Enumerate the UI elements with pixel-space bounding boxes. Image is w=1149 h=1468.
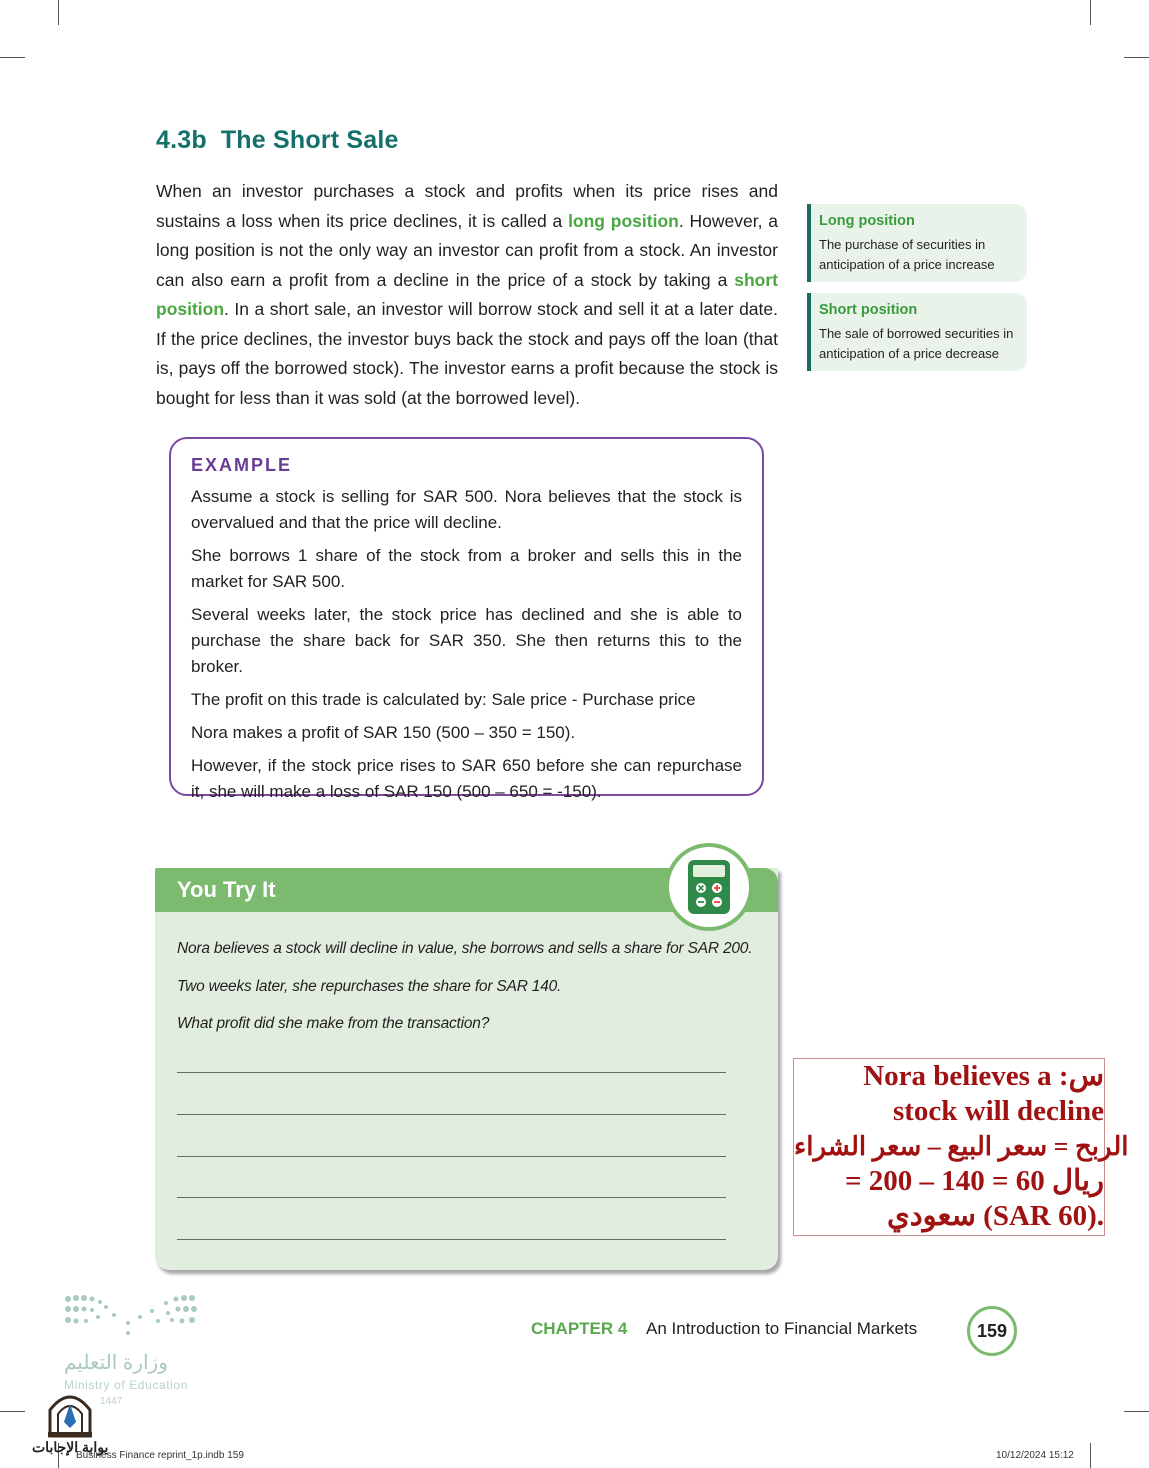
- answer-line-text: سعودي (SAR 60).: [887, 1200, 1104, 1232]
- glossary-long-position: [807, 204, 1027, 282]
- example-box: [169, 437, 764, 801]
- answer-line-text: stock will decline: [892, 1095, 1104, 1127]
- example-paragraph: She borrows 1 share of the stock from a broker and sells this in the market for SAR 500.: [191, 546, 742, 591]
- answer-line-text: Nora believes a :س: [863, 1060, 1104, 1092]
- section-title-text: The Short Sale: [220, 126, 399, 154]
- answer-line-text: الربح = سعر البيع – سعر الشراء: [794, 1132, 1129, 1161]
- term-long-position: long position: [568, 210, 679, 231]
- try-it-heading: You Try It: [177, 877, 276, 902]
- section-title: [156, 126, 399, 155]
- ministry-name-arabic: وزارة التعليم: [64, 1352, 168, 1374]
- crop-mark: [1124, 1411, 1149, 1412]
- term-short-position: short position: [156, 269, 778, 319]
- site-name: بوابة الإجابات: [32, 1439, 109, 1455]
- glossary-definition: The purchase of securities in anticipation of a price increase: [819, 237, 995, 272]
- try-it-box: [155, 868, 778, 1270]
- crop-mark: [0, 57, 25, 58]
- page-number: 159: [967, 1306, 1017, 1356]
- intro-text: . However, a long position is not the only way an investor can profit from a stock. An investor can also earn a profit from a decline in the price of a stock by taking a: [156, 210, 778, 290]
- try-it-question: What profit did she make from the transaction?: [177, 1015, 490, 1032]
- intro-paragraph: [156, 177, 778, 413]
- site-logo-icon: [46, 1388, 94, 1438]
- example-heading: EXAMPLE: [191, 455, 293, 475]
- print-slug-file: Business Finance reprint_1p.indb 159: [76, 1450, 244, 1461]
- ministry-year: 1447: [100, 1396, 123, 1407]
- answer-line[interactable]: [177, 1197, 726, 1198]
- ministry-name-english: Ministry of Education: [64, 1378, 188, 1392]
- print-slug-date: 10/12/2024 15:12: [996, 1450, 1074, 1461]
- answer-line-text: = 200 – 140 = 60 ريال: [844, 1165, 1104, 1197]
- crop-mark: [1090, 1443, 1091, 1468]
- intro-text: . In a short sale, an investor will borrow stock and sell it at a later date. If the price declines, the investor buys back the stock and pays off the loan (that is, pays off the borrowed stock). The investor earns a profit because the stock is bought for less than it was sold (at the borrowed level).: [156, 299, 778, 408]
- calculator-icon: [665, 843, 753, 931]
- answer-box: [793, 1058, 1129, 1236]
- intro-text: When an investor purchases a stock and profits when its price rises and sustains a loss when its price declines, it is called a: [156, 181, 778, 231]
- example-paragraph: However, if the stock price rises to SAR 650 before she can repurchase it, she will make a loss of SAR 150 (500 – 650 = -150).: [191, 756, 742, 801]
- glossary-definition: The sale of borrowed securities in anticipation of a price decrease: [819, 326, 1014, 361]
- chapter-title: An Introduction to Financial Markets: [646, 1319, 918, 1338]
- crop-mark: [0, 1411, 25, 1412]
- example-paragraph: The profit on this trade is calculated by: Sale price - Purchase price: [191, 690, 696, 709]
- glossary-short-position: [807, 293, 1027, 371]
- crop-mark: [1124, 57, 1149, 58]
- glossary-term: Short position: [819, 302, 918, 318]
- answer-line[interactable]: [177, 1156, 726, 1157]
- answer-line[interactable]: [177, 1114, 726, 1115]
- answer-line[interactable]: [177, 1072, 726, 1073]
- example-paragraph: Assume a stock is selling for SAR 500. Nora believes that the stock is overvalued and that the price will decline.: [191, 487, 742, 532]
- try-it-question: Two weeks later, she repurchases the share for SAR 140.: [177, 978, 562, 995]
- crop-mark: [58, 0, 59, 25]
- example-paragraph: Nora makes a profit of SAR 150 (500 – 350 = 150).: [191, 723, 576, 742]
- crop-mark: [1090, 0, 1091, 25]
- section-number: 4.3b: [156, 126, 207, 154]
- chapter-label: CHAPTER 4: [531, 1319, 628, 1338]
- ministry-logo-dots: [62, 1293, 202, 1337]
- example-paragraph: Several weeks later, the stock price has declined and she is able to purchase the share back for SAR 350. She then returns this to the broker.: [191, 605, 742, 676]
- try-it-question: Nora believes a stock will decline in value, she borrows and sells a share for SAR 200.: [177, 940, 753, 957]
- answer-line[interactable]: [177, 1239, 726, 1240]
- glossary-term: Long position: [819, 213, 915, 229]
